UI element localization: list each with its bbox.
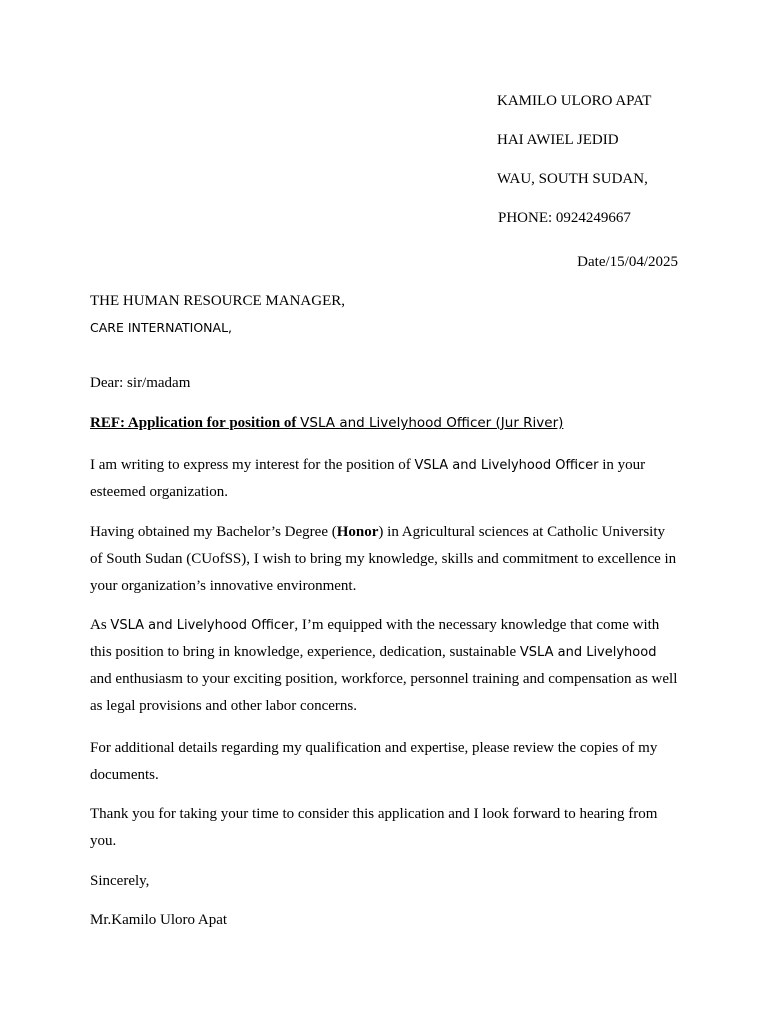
recipient-title: THE HUMAN RESOURCE MANAGER, <box>90 293 346 309</box>
p1-after: in your esteemed organization. <box>90 457 646 500</box>
p1-before: I am writing to express my interest for the position of <box>90 457 415 473</box>
signature-name: Mr.Kamilo Uloro Apat <box>90 912 228 928</box>
recipient-organization: CARE INTERNATIONAL, <box>90 320 233 335</box>
p3-after: and enthusiasm to your exciting position, workforce, personnel training and compensation as well as legal provisions and other labor concerns. <box>90 671 678 714</box>
paragraph-qualifications <box>90 612 680 720</box>
sender-name: KAMILO ULORO APAT <box>497 93 652 109</box>
paragraph-interest <box>90 452 680 506</box>
sender-address-line2: WAU, SOUTH SUDAN, <box>497 171 648 187</box>
paragraph-thanks: Thank you for taking your time to consider this application and I look forward to hearing from you. <box>90 806 658 849</box>
reference-prefix: REF: Application for position of <box>90 415 301 431</box>
reference-line <box>90 416 563 431</box>
reference-position: VSLA and Livelyhood Officer (Jur River) <box>300 415 564 431</box>
salutation: Dear: sir/madam <box>90 375 191 391</box>
closing: Sincerely, <box>90 873 150 889</box>
p2-before: Having obtained my Bachelor’s Degree ( <box>90 524 337 540</box>
p2-after: ) in Agricultural sciences at Catholic University of South Sudan (CUofSS), I wish to bring my knowledge, skills and commitment to excellence in your organization’s innovative environment. <box>90 524 677 594</box>
p3-before: As <box>90 617 111 633</box>
paragraph-education <box>90 519 680 600</box>
p2-honor: Honor <box>336 524 379 540</box>
paragraph-documents: For additional details regarding my qualification and expertise, please review the copies of my documents. <box>90 740 658 783</box>
p3-position: VSLA and Livelyhood Officer <box>110 618 295 633</box>
p3-middle: , I’m equipped with the necessary knowledge that come with this position to bring in knowledge, experience, dedication, sustainable <box>90 617 660 660</box>
letter-date: Date/15/04/2025 <box>577 254 678 270</box>
p1-position: VSLA and Livelyhood Officer <box>414 458 599 473</box>
p3-field: VSLA and Livelyhood <box>519 645 657 660</box>
sender-address-block <box>497 94 651 250</box>
sender-phone: PHONE: 0924249667 <box>498 210 631 226</box>
sender-address-line1: HAI AWIEL JEDID <box>497 132 619 148</box>
